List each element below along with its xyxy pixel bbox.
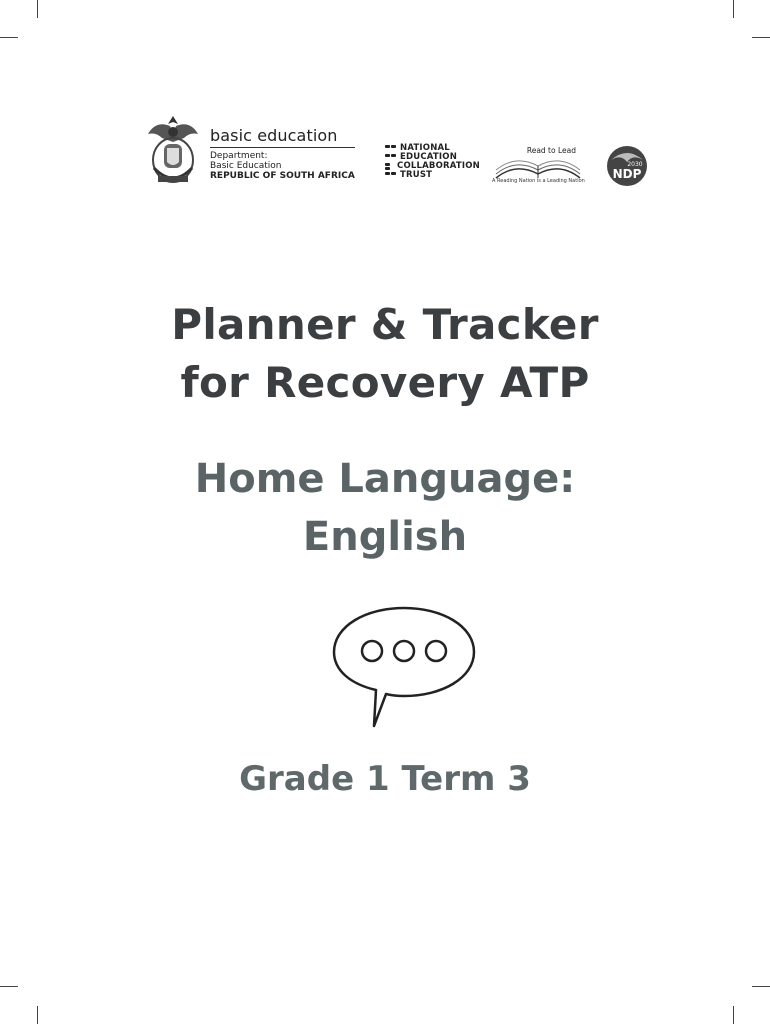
crop-mark <box>752 37 770 38</box>
cover-subject <box>0 450 770 566</box>
nect-dots-icon <box>385 145 397 153</box>
crop-mark <box>0 37 18 38</box>
read-to-lead-logo <box>492 146 584 186</box>
ndp-logo-text: NDP <box>612 167 642 181</box>
nect-logo-line: EDUCATION <box>400 152 458 162</box>
logo-bar <box>140 112 660 192</box>
crop-mark <box>733 0 734 18</box>
cover-title <box>0 296 770 412</box>
nect-logo-line: NATIONAL <box>400 143 450 153</box>
dbe-logo-line: Basic Education <box>210 161 282 171</box>
grade-term: Grade 1 Term 3 <box>239 759 531 799</box>
ndp-logo <box>605 144 649 188</box>
cover-title-line: for Recovery ATP <box>180 358 590 407</box>
cover-title-line: Planner & Tracker <box>171 300 599 349</box>
nect-dots-icon <box>385 163 394 171</box>
crop-mark <box>37 1006 38 1024</box>
crop-mark <box>0 986 18 987</box>
nect-dots-icon <box>385 154 397 162</box>
nect-dots-icon <box>385 172 397 180</box>
read-to-lead-label: Read to Lead <box>526 146 576 155</box>
ndp-logo-year: 2030 <box>627 161 643 168</box>
crop-mark <box>733 1006 734 1024</box>
dbe-logo <box>210 126 355 181</box>
cover-subject-line: English <box>302 514 468 560</box>
dbe-logo-title: basic education <box>210 126 355 148</box>
dbe-logo-country: REPUBLIC OF SOUTH AFRICA <box>210 171 355 181</box>
speech-bubble-icon <box>330 604 478 730</box>
read-to-lead-tagline: A Reading Nation is a Leading Nation <box>492 178 585 184</box>
crop-mark <box>37 0 38 18</box>
nect-logo-line: COLLABORATION <box>397 161 480 171</box>
coat-of-arms-icon <box>140 112 206 188</box>
cover-subject-line: Home Language: <box>194 456 576 502</box>
crop-mark <box>752 986 770 987</box>
dbe-logo-line: Department: <box>210 151 268 161</box>
nect-logo-line: TRUST <box>400 170 433 180</box>
nect-logo <box>385 144 480 180</box>
